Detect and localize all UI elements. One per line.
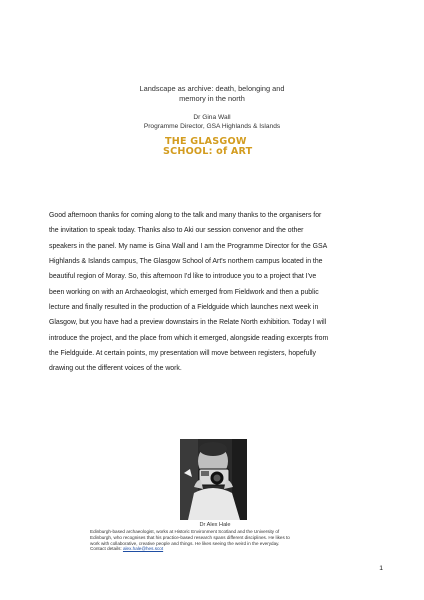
title-line: Landscape as archive: death, belonging and — [139, 84, 285, 93]
body-line: beautiful region of Moray. So, this afternoon I'd like to introduce you to a project that I've — [49, 273, 317, 281]
page-number: 1 — [379, 565, 383, 572]
glasgow-school-of-art-logo — [163, 137, 263, 158]
author-info — [110, 114, 314, 131]
caption-name: Dr Alex Hale — [199, 522, 231, 528]
body-line: Highlands & Islands campus, The Glasgow School of Art's northern campus located in the — [49, 258, 323, 266]
author-role: Programme Director, GSA Highlands & Islands — [143, 122, 281, 130]
body-line: Glasgow, but you have had a preview downstairs in the Relate North exhibition. Today I will — [49, 319, 327, 327]
caption-line: work with collaborative, creative people and things. He likes seeing the weird in the everyday. — [90, 540, 280, 546]
caption-contact-line — [90, 546, 340, 552]
photo-caption — [90, 522, 340, 552]
contact-label: Contact details: — [90, 546, 122, 552]
portrait-photo — [180, 439, 247, 520]
logo-line: THE GLASGOW — [165, 136, 247, 147]
caption-line: Edinburgh-based archaeologist, works at Historic Environment Scotland and the University of — [90, 529, 280, 534]
body-line: the invitation to speak today. Thanks also to Aki our session convenor and the other — [49, 227, 304, 235]
author-name: Dr Gina Wall — [193, 114, 231, 121]
body-line: been working on with an Archaeologist, which emerged from Fieldwork and then a public — [49, 288, 319, 296]
body-line: Good afternoon thanks for coming along to the talk and many thanks to the organisers for — [49, 212, 322, 219]
document-title — [110, 84, 314, 104]
body-line: speakers in the panel. My name is Gina Wall and I am the Programme Director for the GSA — [49, 242, 328, 250]
body-line: lecture and finally resulted in the production of a Fieldguide which launches next week in — [49, 304, 319, 312]
body-paragraph — [49, 208, 381, 377]
title-line: memory in the north — [179, 94, 245, 104]
logo-line: SCHOOL: of ART — [163, 146, 253, 158]
caption-line: Edinburgh, who recognises that his practice-based research spans different disciplines. He likes to — [90, 534, 290, 540]
body-line: drawing out the different voices of the work. — [49, 365, 182, 373]
body-line: the Fieldguide. At certain points, my presentation will move between registers, hopefully — [49, 350, 316, 358]
camera-portrait-icon — [180, 439, 247, 520]
contact-email-link[interactable]: alex.hale@hes.scot — [122, 546, 164, 552]
body-line: introduce the project, and the place from which it emerged, alongside reading excerpts from — [49, 334, 329, 342]
